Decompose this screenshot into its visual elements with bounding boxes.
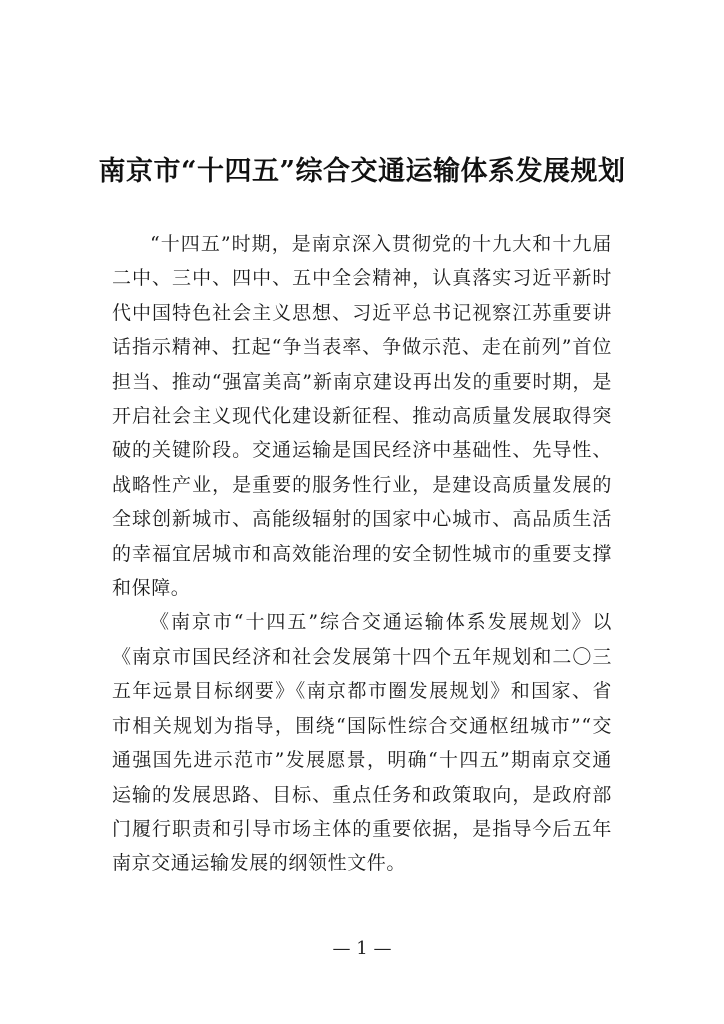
paragraph: “十四五”时期，是南京深入贯彻党的十九大和十九届二中、三中、四中、五中全会精神，认真落实习近平新时代中国特色社会主义思想、习近平总书记视察江苏重要讲话指示精神、扛起“争当表率、争做示范、走在前列”首位担当、推动“强富美高”新南京建设再出发的重要时期，是开启社会主义现代化建设新征程、推动高质量发展取得突破的关键阶段。交通运输是国民经济中基础性、先导性、战略性产业，是重要的服务性行业，是建设高质量发展的全球创新城市、高能级辐射的国家中心城市、高品质生活的幸福宜居城市和高效能治理的安全韧性城市的重要支撑和保障。 [112,233,612,600]
document-title: 南京市“十四五”综合交通运输体系发展规划 [98,156,626,188]
paragraph: 《南京市“十四五”综合交通运输体系发展规划》以《南京市国民经济和社会发展第十四个五年规划和二〇三五年远景目标纲要》《南京都市圈发展规划》和国家、省市相关规划为指导，围绕“国际性综合交通枢纽城市”“交通强国先进示范市”发展愿景，明确“十四五”期南京交通运输的发展思路、目标、重点任务和政策取向，是政府部门履行职责和引导市场主体的重要依据，是指导今后五年南京交通运输发展的纲领性文件。 [112,611,612,875]
document-body [112,227,612,881]
page-number: — 1 — [332,938,392,959]
